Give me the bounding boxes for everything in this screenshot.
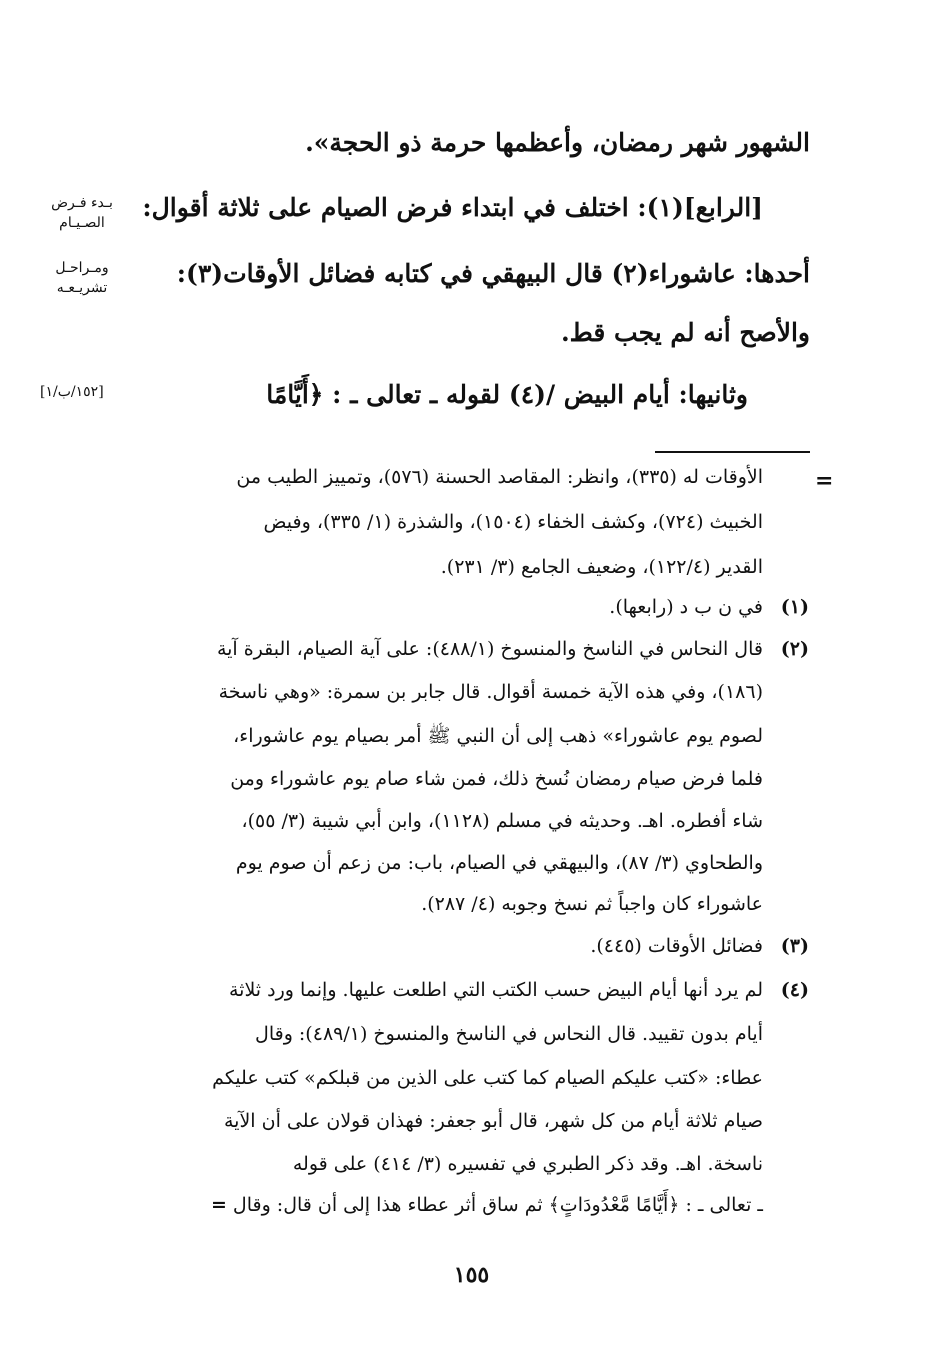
footnote-number: (٤) bbox=[780, 979, 809, 1001]
footnote-line: عطاء: «كتب عليكم الصيام كما كتب على الذين من قبلكم» كتب عليكم bbox=[212, 1067, 763, 1089]
margin-note-line: الصـيـام bbox=[59, 215, 105, 231]
main-text-line: [الرابع](١): اختلف في ابتداء فرض الصيام على ثلاثة أقوال: bbox=[142, 193, 763, 222]
footnote-line: أيام بدون تقييد. قال النحاس في الناسخ والمنسوخ (٤٨٩/١): وقال bbox=[255, 1023, 763, 1045]
footnote-line: الخبيث (٧٢٤)، وكشف الخفاء (١٥٠٤)، والشذرة (١/ ٣٣٥)، وفيض bbox=[263, 511, 763, 533]
margin-note bbox=[42, 258, 122, 298]
footnote-line: ناسخة. اهـ. وقد ذكر الطبري في تفسيره (٣/ ٤١٤) على قوله bbox=[292, 1153, 763, 1175]
main-text-line: وثانيها: أيام البيض /(٤) لقوله ـ تعالى ـ : ﴿أَيَّامًا bbox=[266, 380, 748, 409]
footnote-line: صيام ثلاثة أيام من كل شهر، قال أبو جعفر: فهذان قولان على أن الآية bbox=[223, 1110, 763, 1132]
margin-note-line: تشريـعـه bbox=[56, 280, 108, 296]
footnote-line: فضائل الأوقات (٤٤٥). bbox=[590, 935, 763, 957]
footnote-line: لم يرد أنها أيام البيض حسب الكتب التي اطلعت عليها. وإنما ورد ثلاثة bbox=[228, 979, 763, 1001]
page-number: ١٥٥ bbox=[453, 1262, 490, 1288]
margin-note-line: بـدء فـرض bbox=[51, 195, 113, 211]
footnote-line-text: ـ تعالى ـ : ﴿أَيَّامًا مَّعْدُودَاتٍ﴾ ثم ساق أثر عطاء هذا إلى أن قال: وقال bbox=[232, 1194, 763, 1216]
main-text-line: والأصح أنه لم يجب قط. bbox=[560, 318, 810, 347]
continuation-mark: = bbox=[815, 468, 834, 494]
footnote-line: شاء أفطره. اهـ. وحديثه في مسلم (١١٢٨)، وابن أبي شيبة (٣/ ٥٥)، bbox=[241, 810, 763, 832]
footnote-number: (٢) bbox=[780, 638, 809, 660]
footnote-line: لصوم يوم عاشوراء» ذهب إلى أن النبي ﷺ أمر بصيام يوم عاشوراء، bbox=[233, 725, 763, 747]
footnote-number: (٣) bbox=[780, 935, 809, 957]
margin-note bbox=[42, 193, 122, 233]
footnote-line: الأوقات له (٣٣٥)، وانظر: المقاصد الحسنة (٥٧٦)، وتمييز الطيب من bbox=[236, 466, 763, 488]
main-text-line: الشهور شهر رمضان، وأعظمها حرمة ذو الحجة». bbox=[305, 128, 810, 157]
footnote-line: عاشوراء كان واجباً ثم نسخ وجوبه (٤/ ٢٨٧). bbox=[421, 893, 763, 915]
footnote-line bbox=[211, 1194, 763, 1216]
footnote-line: القدير (١٢٢/٤)، وضعيف الجامع (٣/ ٢٣١). bbox=[440, 556, 763, 578]
footnote-line: قال النحاس في الناسخ والمنسوخ (٤٨٨/١): على آية الصيام، البقرة آية bbox=[216, 638, 763, 660]
footnote-line: فلما فرض صيام رمضان نُسخ ذلك، فمن شاء صام يوم عاشوراء ومن bbox=[230, 768, 763, 790]
footnote-line: في ن ب د (رابعها). bbox=[609, 596, 763, 618]
footnote-separator bbox=[655, 451, 810, 453]
margin-note-line: ومـراحـل bbox=[55, 260, 109, 276]
continuation-mark: = bbox=[210, 1194, 227, 1216]
manuscript-folio-ref: [١٥٢/ب/١] bbox=[40, 384, 104, 400]
footnote-line: (١٨٦)، وفي هذه الآية خمسة أقوال. قال جابر بن سمرة: «وهي ناسخة bbox=[218, 681, 763, 703]
footnote-line: والطحاوي (٣/ ٨٧)، والبيهقي في الصيام، باب: من زعم أن صوم يوم bbox=[235, 852, 763, 874]
footnote-number: (١) bbox=[780, 596, 809, 618]
main-text-line: أحدها: عاشوراء(٢) قال البيهقي في كتابه فضائل الأوقات(٣): bbox=[176, 259, 810, 288]
